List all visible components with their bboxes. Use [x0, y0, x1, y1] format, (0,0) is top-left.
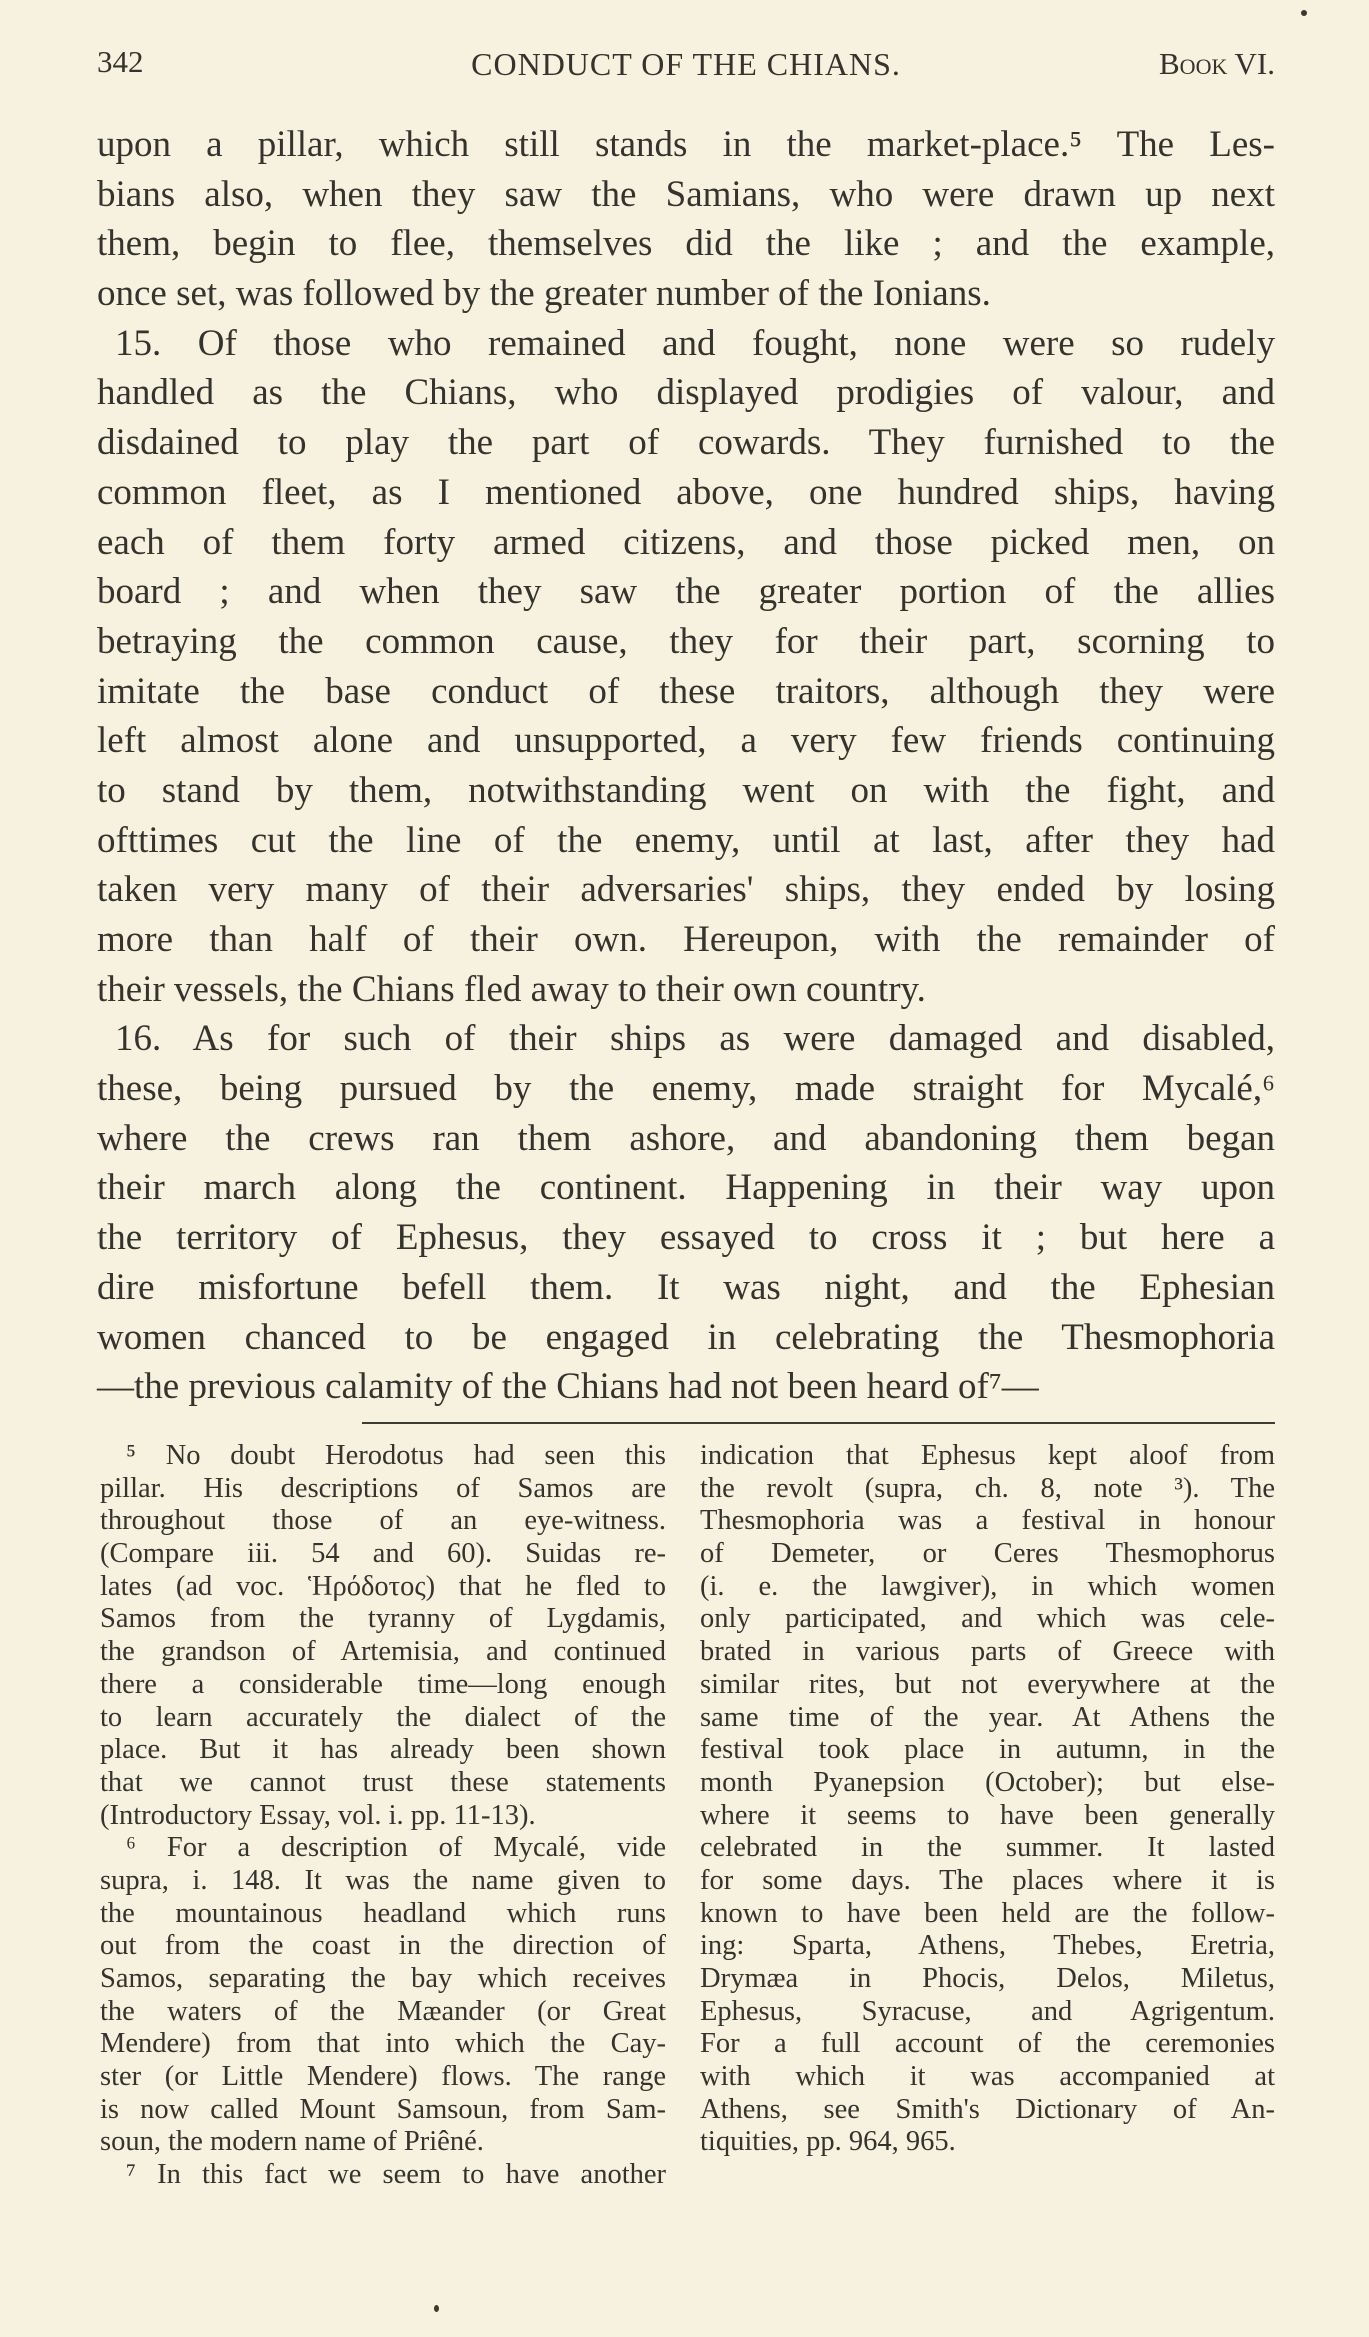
- text-line: board ; and when they saw the greater portion of the allies: [97, 571, 1275, 613]
- print-speck: [1301, 10, 1307, 16]
- page-header: [97, 44, 1275, 88]
- text-line: them, begin to flee, themselves did the like ; and the example,: [97, 223, 1275, 265]
- text-line: same time of the year. At Athens the: [700, 1701, 1275, 1733]
- text-line: betraying the common cause, they for their part, scorning to: [97, 620, 1275, 662]
- page-number: 342: [97, 44, 144, 79]
- text-line: pillar. His descriptions of Samos are: [100, 1472, 666, 1504]
- text-line: taken very many of their adversaries' ships, they ended by losing: [97, 869, 1275, 911]
- footnote-divider: [362, 1422, 1275, 1424]
- running-title: CONDUCT OF THE CHIANS.: [471, 46, 901, 82]
- text-line: out from the coast in the direction of: [100, 1930, 666, 1962]
- text-line: ing: Sparta, Athens, Thebes, Eretria,: [700, 1930, 1275, 1962]
- text-line: Mendere) from that into which the Cay-: [100, 2028, 666, 2060]
- text-line: (Compare iii. 54 and 60). Suidas re-: [100, 1538, 666, 1570]
- paragraph: [97, 1014, 1275, 1412]
- text-line: is now called Mount Samsoun, from Sam-: [100, 2093, 666, 2125]
- text-line: disdained to play the part of cowards. They furnished to the: [97, 422, 1275, 464]
- text-line: more than half of their own. Hereupon, with the remainder of: [97, 919, 1275, 960]
- text-line: where it seems to have been generally: [700, 1799, 1275, 1831]
- text-line: to learn accurately the dialect of the: [100, 1701, 666, 1733]
- text-line: common fleet, as I mentioned above, one hundred ships, having: [97, 471, 1275, 513]
- text-line: ofttimes cut the line of the enemy, until at last, after they had: [97, 819, 1275, 861]
- footnote: [100, 1832, 666, 2159]
- text-line: For a full account of the ceremonies: [700, 2028, 1275, 2060]
- footnotes-right-column: [700, 1440, 1275, 2159]
- text-line: Ephesus, Syracuse, and Agrigentum.: [700, 1995, 1275, 2027]
- text-line: these, being pursued by the enemy, made straight for Mycalé,⁶: [97, 1068, 1275, 1110]
- text-line: —the previous calamity of the Chians had not been heard of⁷—: [97, 1366, 1039, 1408]
- text-line: their vessels, the Chians fled away to their own country.: [97, 968, 926, 1010]
- text-line: there a considerable time—long enough: [100, 1668, 666, 1700]
- text-line: to stand by them, notwithstanding went on with the fight, and: [97, 769, 1275, 811]
- footnote: [100, 2159, 666, 2192]
- footnote: [100, 1440, 666, 1832]
- text-line: bians also, when they saw the Samians, who were drawn up next: [97, 173, 1275, 215]
- text-line: 15. Of those who remained and fought, none were so rudely: [115, 322, 1275, 364]
- text-line: month Pyanepsion (October); but else-: [700, 1766, 1275, 1798]
- text-line: tiquities, pp. 964, 965.: [700, 2126, 956, 2158]
- text-line: imitate the base conduct of these traitors, although they were: [97, 670, 1275, 712]
- text-line: (i. e. the lawgiver), in which women: [700, 1570, 1275, 1602]
- text-line: women chanced to be engaged in celebrating the Thesmophoria: [97, 1316, 1275, 1358]
- text-line: for some days. The places where it is: [700, 1864, 1275, 1896]
- text-line: 16. As for such of their ships as were damaged and disabled,: [115, 1018, 1275, 1060]
- text-line: (Introductory Essay, vol. i. pp. 11-13).: [100, 1799, 536, 1831]
- text-line: the grandson of Artemisia, and continued: [100, 1636, 666, 1668]
- text-line: indication that Ephesus kept aloof from: [700, 1440, 1275, 1471]
- text-line: dire misfortune befell them. It was night, and the Ephesian: [97, 1266, 1275, 1308]
- paragraph: [97, 319, 1275, 1015]
- text-line: of Demeter, or Ceres Thesmophorus: [700, 1538, 1275, 1570]
- text-line: upon a pillar, which still stands in the market-place.⁵ The Les-: [97, 124, 1275, 165]
- text-line: handled as the Chians, who displayed prodigies of valour, and: [97, 372, 1275, 414]
- text-line: supra, i. 148. It was the name given to: [100, 1864, 666, 1896]
- text-line: Samos from the tyranny of Lygdamis,: [100, 1603, 666, 1635]
- text-line: their march along the continent. Happening in their way upon: [97, 1167, 1275, 1209]
- text-line: the territory of Ephesus, they essayed to cross it ; but here a: [97, 1217, 1275, 1259]
- text-line: the revolt (supra, ch. 8, note ³). The: [700, 1472, 1275, 1504]
- paragraph: [97, 120, 1275, 319]
- footnotes-left-column: [100, 1440, 666, 2192]
- text-line: brated in various parts of Greece with: [700, 1636, 1275, 1668]
- text-line: the waters of the Mæander (or Great: [100, 1995, 666, 2027]
- text-line: known to have been held are the follow-: [700, 1897, 1275, 1929]
- text-line: with which it was accompanied at: [700, 2061, 1275, 2093]
- text-line: Samos, separating the bay which receives: [100, 1963, 666, 1994]
- footnote-continuation: [700, 1440, 1275, 2159]
- text-line: ⁵ No doubt Herodotus had seen this: [126, 1440, 666, 1471]
- book-label: Book VI.: [1159, 46, 1275, 81]
- text-line: only participated, and which was cele-: [700, 1603, 1275, 1635]
- text-line: festival took place in autumn, in the: [700, 1734, 1275, 1766]
- text-line: that we cannot trust these statements: [100, 1766, 666, 1798]
- text-line: ⁶ For a description of Mycalé, vide: [126, 1832, 666, 1864]
- text-line: similar rites, but not everywhere at the: [700, 1668, 1275, 1700]
- text-line: place. But it has already been shown: [100, 1734, 666, 1766]
- text-line: the mountainous headland which runs: [100, 1897, 666, 1929]
- text-line: each of them forty armed citizens, and those picked men, on: [97, 521, 1275, 563]
- print-speck: [434, 2305, 439, 2312]
- text-line: left almost alone and unsupported, a very few friends continuing: [97, 720, 1275, 762]
- text-line: lates (ad voc. Ἡρόδοτος) that he fled to: [100, 1570, 666, 1602]
- text-line: once set, was followed by the greater number of the Ionians.: [97, 273, 991, 315]
- main-text: [97, 120, 1275, 1412]
- text-line: Thesmophoria was a festival in honour: [700, 1505, 1275, 1537]
- text-line: Drymæa in Phocis, Delos, Miletus,: [700, 1963, 1275, 1994]
- text-line: Athens, see Smith's Dictionary of An-: [700, 2093, 1275, 2125]
- text-line: celebrated in the summer. It lasted: [700, 1832, 1275, 1864]
- text-line: soun, the modern name of Priêné.: [100, 2126, 484, 2158]
- text-line: ⁷ In this fact we seem to have another: [126, 2159, 666, 2191]
- text-line: throughout those of an eye-witness.: [100, 1505, 666, 1537]
- text-line: ster (or Little Mendere) flows. The range: [100, 2061, 666, 2093]
- text-line: where the crews ran them ashore, and abandoning them began: [97, 1117, 1275, 1159]
